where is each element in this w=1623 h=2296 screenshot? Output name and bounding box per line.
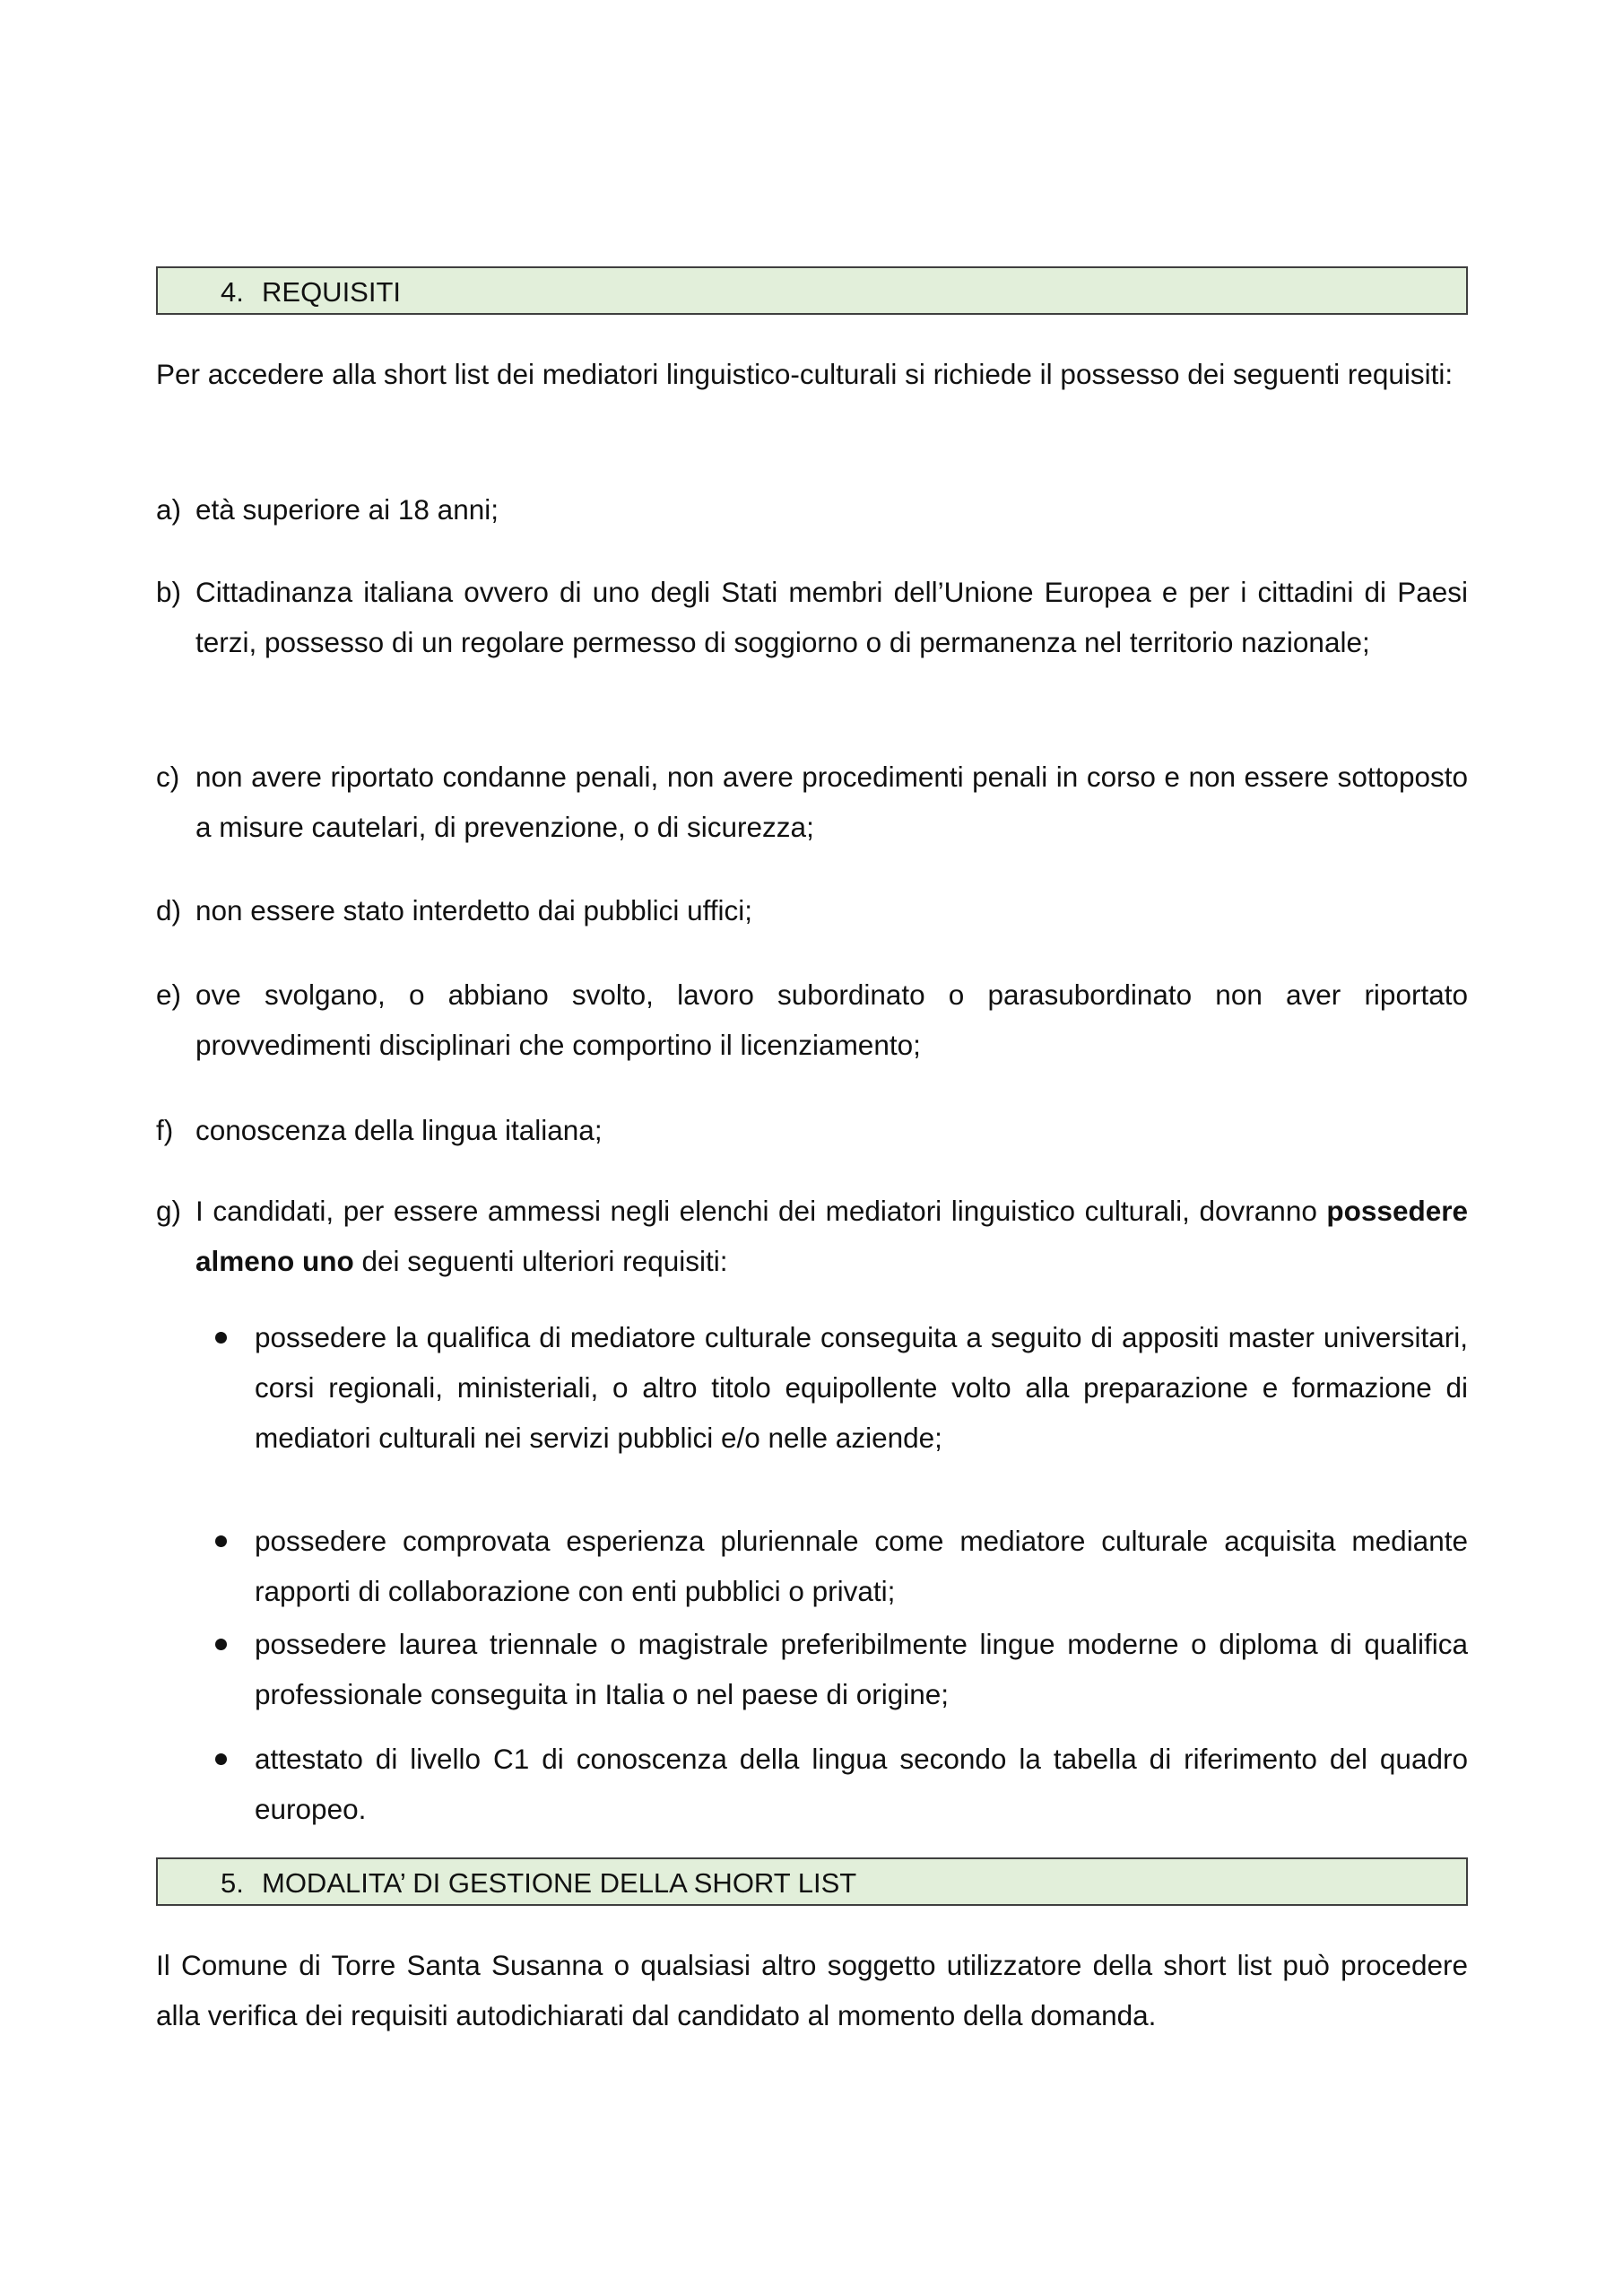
bullet-icon [215, 1639, 227, 1650]
bullet-item-1 [215, 1312, 1468, 1463]
section-5-title: MODALITA’ DI GESTIONE DELLA SHORT LIST [262, 1867, 857, 1899]
item-text: età superiore ai 18 anni; [195, 493, 499, 526]
section-5-number: 5. [221, 1867, 244, 1899]
requirement-item-c [156, 752, 1468, 852]
requirement-item-b [156, 567, 1468, 667]
item-label: f) [156, 1114, 174, 1146]
item-label: e) [156, 978, 182, 1011]
section-4-heading [156, 266, 1468, 315]
requirement-item-e [156, 970, 1468, 1070]
item-label: d) [156, 894, 182, 926]
bullet-text: attestato di livello C1 di conoscenza della lingua secondo la tabella di riferimento del quadro europeo. [255, 1743, 1468, 1825]
section-5-paragraph: Il Comune di Torre Santa Susanna o qualsiasi altro soggetto utilizzatore della short list può procedere alla verifica dei requisiti autodichiarati dal candidato al momento della domanda. [156, 1949, 1468, 2031]
section-5-heading [156, 1857, 1468, 1906]
bullet-icon [215, 1535, 227, 1547]
item-text: non avere riportato condanne penali, non avere procedimenti penali in corso e non essere sottoposto a misure cautelari, di prevenzione, o di sicurezza; [195, 761, 1468, 843]
bullet-item-2 [215, 1516, 1468, 1616]
section-4-intro: Per accedere alla short list dei mediatori linguistico-culturali si richiede il possesso dei seguenti requisiti: [156, 358, 1454, 390]
item-text: non essere stato interdetto dai pubblici uffici; [195, 894, 753, 926]
section-5-heading-text [221, 1867, 856, 1900]
item-g-text-before: I candidati, per essere ammessi negli elenchi dei mediatori linguistico culturali, dovranno [195, 1195, 1327, 1227]
bullet-text: possedere la qualifica di mediatore culturale conseguita a seguito di appositi master universitari, corsi regionali, ministeriali, o altro titolo equipollente volto alla preparazione e formazione di mediatori culturali nei servizi pubblici e/o nelle aziende; [255, 1321, 1468, 1454]
requirement-item-f [156, 1105, 1468, 1155]
bullet-icon [215, 1753, 227, 1765]
item-text: ove svolgano, o abbiano svolto, lavoro subordinato o parasubordinato non aver riportato provvedimenti disciplinari che comportino il licenziamento; [195, 978, 1468, 1061]
requirement-item-g [156, 1186, 1468, 1286]
bullet-item-4 [215, 1734, 1468, 1834]
item-text [195, 1186, 1468, 1286]
requirement-item-d [156, 885, 1468, 935]
item-text: Cittadinanza italiana ovvero di uno degli Stati membri dell’Unione Europea e per i cittadini di Paesi terzi, possesso di un regolare permesso di soggiorno o di permanenza nel territorio nazionale; [195, 576, 1468, 658]
requirement-item-a [156, 484, 1468, 535]
item-label: c) [156, 761, 180, 793]
section-4-heading-text [221, 276, 401, 309]
bullet-item-3 [215, 1619, 1468, 1719]
section-4-title: REQUISITI [262, 276, 402, 308]
item-label: a) [156, 493, 182, 526]
section-4-number: 4. [221, 276, 244, 308]
bullet-text: possedere comprovata esperienza pluriennale come mediatore culturale acquisita mediante rapporti di collaborazione con enti pubblici o privati; [255, 1525, 1468, 1607]
item-label: b) [156, 576, 182, 608]
item-text: conoscenza della lingua italiana; [195, 1114, 603, 1146]
item-label: g) [156, 1195, 182, 1227]
bullet-icon [215, 1332, 227, 1344]
bullet-text: possedere laurea triennale o magistrale preferibilmente lingue moderne o diploma di qualifica professionale conseguita in Italia o nel paese di origine; [255, 1628, 1468, 1710]
item-g-text-bold: possedere almeno uno [195, 1195, 1468, 1277]
item-g-text-after: dei seguenti ulteriori requisiti: [353, 1245, 728, 1277]
